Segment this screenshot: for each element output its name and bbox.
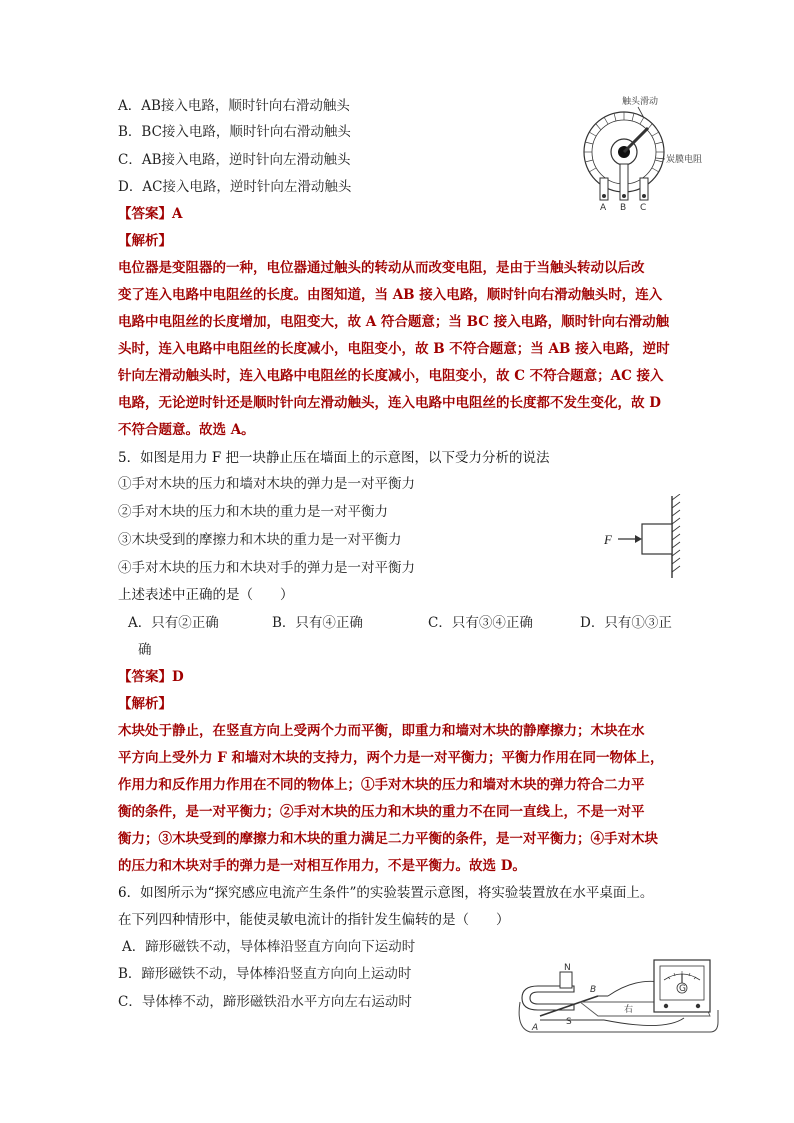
q6-stem-line: 在下列四种情形中，能使灵敏电流计的指针发生偏转的是（ ） [118,912,510,928]
q4-answer: 【答案】A [118,206,183,222]
q4-analysis-line: 电位器是变阻器的一种，电位器通过触头的转动从而改变电阻，是由于当触头转动以后改 [118,260,645,276]
q4-option-c: C．AB接入电路，逆时针向左滑动触头 [118,152,351,168]
q4-option-d: D．AC接入电路，逆时针向左滑动触头 [118,179,352,195]
q4-analysis-line: 电路，无论逆时针还是顺时针向左滑动触头，连入电路中电阻丝的长度都不发生变化，故 D [118,395,661,411]
terminal-c: C [640,203,647,212]
galvanometer-g: G [679,984,686,994]
force-label: F [604,532,612,547]
q6-option-a: A．蹄形磁铁不动，导体棒沿竖直方向向下运动时 [122,939,416,955]
q5-statement: ①手对木块的压力和墙对木块的弹力是一对平衡力 [118,476,415,492]
q5-analysis-line: 平方向上受外力 F 和墙对木块的支持力，两个力是一对平衡力；平衡力作用在同一物体上， [118,750,664,766]
q5-choice-c: C．只有③④正确 [428,615,533,631]
q5-question: 上述表述中正确的是（ ） [118,587,294,603]
q5-analysis-label: 【解析】 [118,696,172,712]
rod-end-b: B [590,985,597,995]
q5-choice-d-wrap: 确 [138,642,152,658]
q5-analysis-line: 的压力和木块对手的弹力是一对相互作用力，不是平衡力。故选 D。 [118,858,526,874]
terminal-b: B [620,203,627,212]
q5-choice-b: B．只有④正确 [272,615,363,631]
q4-analysis-label: 【解析】 [118,233,172,249]
direction-label-right: 右 [624,1005,634,1015]
q4-analysis-line: 头时，连入电路中电阻丝的长度减小，电阻变小，故 B 不符合题意；当 AB 接入电路，逆时 [118,341,670,357]
q5-choice-a: A．只有②正确 [128,615,219,631]
q4-option-a: A．AB接入电路，顺时针向右滑动触头 [118,98,350,114]
q5-analysis-line: 木块处于静止，在竖直方向上受两个力而平衡，即重力和墙对木块的静摩擦力；木块在水 [118,723,645,739]
terminal-a: A [600,203,607,212]
magnet-pole-s: S [566,1017,572,1027]
q5-analysis-line: 衡力；③木块受到的摩擦力和木块的重力满足二力平衡的条件，是一对平衡力；④手对木块 [118,831,658,847]
q5-answer: 【答案】D [118,669,184,685]
q6-option-b: B．蹄形磁铁不动，导体棒沿竖直方向向上运动时 [118,966,412,982]
induction-apparatus-figure [514,958,720,1050]
q5-choice-d: D．只有①③正 [580,615,672,631]
q4-analysis-line: 变了连入电路中电阻丝的长度。由图知道，当 AB 接入电路，顺时针向右滑动触头时，连入 [118,287,663,303]
q5-statement: ③木块受到的摩擦力和木块的重力是一对平衡力 [118,532,402,548]
figure-label-carbon: 炭膜电阻 [666,155,703,165]
q4-analysis-line: 不符合题意。故选 A。 [118,422,255,438]
q5-stem: 5．如图是用力 F 把一块静止压在墙面上的示意图，以下受力分析的说法 [118,450,550,466]
q5-statement: ②手对木块的压力和木块的重力是一对平衡力 [118,504,388,520]
q4-option-b: B．BC接入电路，顺时针向右滑动触头 [118,124,351,140]
q4-analysis-line: 电路中电阻丝的长度增加，电阻变大，故 A 符合题意；当 BC 接入电路，顺时针向右滑动触 [118,314,670,330]
q5-analysis-line: 衡的条件，是一对平衡力；②手对木块的压力和木块的重力不在同一直线上，不是一对平 [118,804,645,820]
magnet-pole-n: N [564,963,571,973]
figure-label-slider: 触头滑动 [622,97,659,107]
potentiometer-figure [578,94,728,212]
q5-statement: ④手对木块的压力和木块对手的弹力是一对平衡力 [118,560,415,576]
q4-analysis-line: 针向左滑动触头时，连入电路中电阻丝的长度减小，电阻变小，故 C 不符合题意；AC 接入 [118,368,664,384]
q6-stem-line: 6．如图所示为“探究感应电流产生条件”的实验装置示意图，将实验装置放在水平桌面上。 [118,885,654,901]
block-wall-figure [600,494,690,580]
q5-analysis-line: 作用力和反作用力作用在不同的物体上；①手对木块的压力和墙对木块的弹力符合二力平 [118,777,645,793]
rod-end-a: A [532,1023,539,1033]
q6-option-c: C．导体棒不动，蹄形磁铁沿水平方向左右运动时 [118,994,412,1010]
